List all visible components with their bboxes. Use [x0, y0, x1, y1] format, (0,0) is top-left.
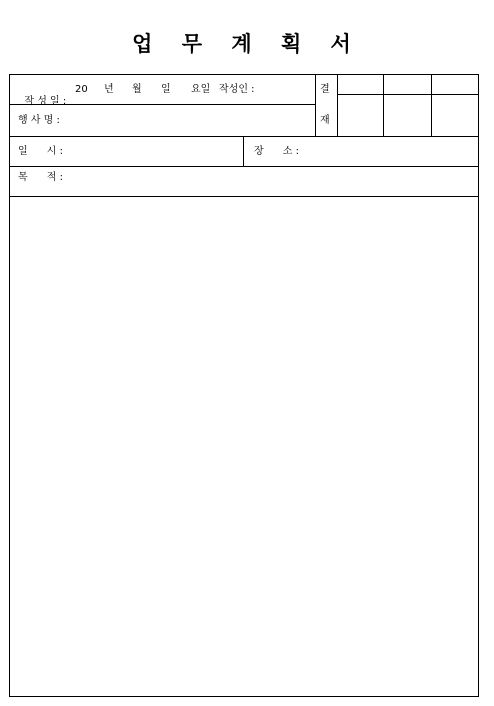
month-label: 월 — [132, 84, 142, 95]
purpose-label: 목 적 : — [18, 172, 63, 183]
weekday-label: 요일 — [191, 84, 211, 95]
approval-signature-cell[interactable] — [432, 95, 478, 136]
place-label: 장 소 : — [254, 146, 299, 157]
event-name-label: 행 사 명 : — [18, 115, 60, 126]
approval-label-bottom: 재 — [320, 115, 330, 126]
divider — [9, 166, 479, 167]
author-label: 작성인 : — [219, 84, 255, 95]
divider — [243, 136, 244, 166]
approval-label-top: 결 — [320, 84, 330, 95]
written-date-label: 작 성 일 : — [24, 96, 67, 107]
content-area[interactable] — [10, 197, 478, 696]
written-date-field[interactable] — [18, 84, 66, 108]
divider — [9, 136, 479, 137]
document-title: 업 무 계 획 서 — [132, 31, 362, 56]
year-label: 년 — [104, 84, 114, 95]
approval-signature-cell[interactable] — [384, 95, 431, 136]
datetime-label: 일 시 : — [18, 146, 63, 157]
divider — [315, 74, 316, 136]
year-prefix: 20 — [75, 84, 88, 95]
approval-signature-cell[interactable] — [338, 95, 383, 136]
day-label: 일 — [161, 84, 171, 95]
